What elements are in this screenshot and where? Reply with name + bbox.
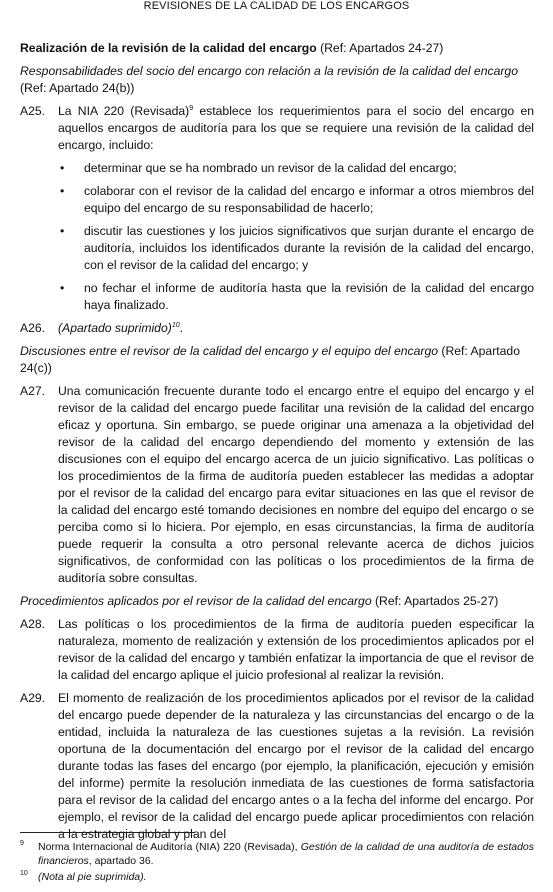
subheading-title: Procedimientos aplicados por el revisor de la calidad del encargo bbox=[20, 594, 372, 608]
period: . bbox=[179, 321, 183, 335]
subheading-ref: (Ref: Apartados 25-27) bbox=[375, 594, 499, 608]
running-header: REVISIONES DE LA CALIDAD DE LOS ENCARGOS bbox=[143, 0, 410, 12]
paragraph-a27 bbox=[20, 383, 534, 587]
footnote-text: Norma Internacional de Auditoría (NIA) 220 (Revisada), bbox=[38, 841, 301, 853]
main-content bbox=[20, 40, 534, 849]
paragraph-text bbox=[58, 103, 534, 154]
paragraph-text bbox=[58, 320, 534, 337]
paragraph-a26 bbox=[20, 320, 534, 337]
paragraph-number: A27. bbox=[20, 384, 46, 398]
footnote-number: 10 bbox=[20, 870, 28, 877]
bullet-icon: • bbox=[60, 184, 65, 198]
paragraph-number: A26. bbox=[20, 321, 46, 335]
footnote-10 bbox=[20, 870, 534, 884]
subheading-discussions bbox=[20, 343, 534, 377]
paragraph-number: A28. bbox=[20, 617, 46, 631]
subheading-title: Responsabilidades del socio del encargo con relación a la revisión de la calidad del encargo bbox=[20, 64, 518, 78]
list-item-text: colaborar con el revisor de la calidad del encargo e informar a otros miembros del equipo del encargo de su responsabilidad de hacerlo; bbox=[84, 184, 534, 215]
intro-text-cont: establece los requerimientos para el socio del encargo en aquellos encargos de auditoría para los que se requiere una revisión de la calidad del encargo, incluido: bbox=[58, 104, 534, 152]
list-item-text: determinar que se ha nombrado un revisor de la calidad del encargo; bbox=[84, 161, 457, 175]
section-title: Realización de la revisión de la calidad del encargo bbox=[20, 41, 317, 55]
intro-text: La NIA 220 (Revisada) bbox=[58, 104, 190, 118]
bullet-icon: • bbox=[60, 161, 65, 175]
section-heading bbox=[20, 40, 534, 57]
bullet-list bbox=[58, 160, 534, 314]
section-ref: (Ref: Apartados 24-27) bbox=[320, 41, 444, 55]
footnotes bbox=[20, 840, 534, 886]
paragraph-text: Las políticas o los procedimientos de la firma de auditoría pueden especificar la naturaleza, momento de realización y extensión de los procedimientos aplicados por el revisor de la calidad del encargo y también enfatizar la importancia de que el revisor de la calidad del encargo aplique el juicio profesional al realizar la revisión. bbox=[58, 617, 534, 682]
paragraph-a29 bbox=[20, 690, 534, 843]
paragraph-text: Una comunicación frecuente durante todo el encargo entre el equipo del encargo y el revisor de la calidad del encargo puede facilitar una revisión de la calidad del encargo eficaz y oportuna. Sin embargo, se puede originar una amenaza a la objetividad del revisor de la calidad del encargo dependiendo del momento y extensión de las discusiones con el equipo del encargo acerca de un juicio significativo. Las políticas o los procedimientos de la firma de auditoría pueden establecer las medidas a adoptar por el revisor de la calidad del encargo para evitar situaciones en las que el revisor de la calidad del encargo esté tomando decisiones en nombre del equipo del encargo o se perciba como si lo hiciera. Por ejemplo, en esas circunstancias, la firma de auditoría puede requerir la consulta a otro personal relevante acerca de dichos juicios significativos, de conformidad con las políticas o los procedimientos de la firma de auditoría sobre consultas. bbox=[58, 384, 534, 585]
paragraph-a28 bbox=[20, 616, 534, 684]
subheading-ref: (Ref: Apartado 24(c)) bbox=[20, 344, 520, 375]
list-item bbox=[58, 160, 534, 177]
footnote-text: (Nota al pie suprimida). bbox=[38, 871, 147, 883]
footnote-text-end: , apartado 36. bbox=[88, 855, 154, 867]
footnote-number: 9 bbox=[20, 840, 24, 847]
paragraph-text: El momento de realización de los procedimientos aplicados por el revisor de la calidad del encargo puede depender de la naturaleza y las circunstancias del encargo o de la entidad, incluida la naturaleza de las cuestiones sujetas a la revisión. La revisión oportuna de la documentación del encargo por el revisor de la calidad del encargo durante todas las fases del encargo (por ejemplo, la planificación, ejecución y emisión del informe) permite la resolución inmediata de las cuestiones de forma satisfactoria para el revisor de la calidad del encargo antes o a la fecha del informe del encargo. Por ejemplo, el revisor de la calidad del encargo puede aplicar procedimientos con relación a la estrategia global y plan del bbox=[58, 691, 534, 841]
subheading-ref: (Ref: Apartado 24(b)) bbox=[20, 81, 135, 95]
paragraph-a25 bbox=[20, 103, 534, 314]
list-item bbox=[58, 183, 534, 217]
paragraph-number: A25. bbox=[20, 104, 46, 118]
list-item bbox=[58, 280, 534, 314]
paragraph-number: A29. bbox=[20, 691, 46, 705]
list-item-text: discutir las cuestiones y los juicios significativos que surjan durante el encargo de auditoría, incluidos los identificados durante la revisión de la calidad del encargo, con el revisor de la calidad del encargo; y bbox=[84, 224, 534, 272]
footnote-ref[interactable]: 9 bbox=[189, 104, 194, 112]
footnote-title: Gestión de la calidad de una auditoría de estados financieros bbox=[38, 841, 535, 867]
footnote-divider bbox=[20, 832, 195, 833]
bullet-icon: • bbox=[60, 224, 65, 238]
footnote-ref[interactable]: 10 bbox=[171, 321, 180, 329]
subheading-procedures bbox=[20, 593, 534, 610]
subheading-title: Discusiones entre el revisor de la calidad del encargo y el equipo del encargo bbox=[20, 344, 439, 358]
subheading-responsibilities bbox=[20, 63, 534, 97]
bullet-icon: • bbox=[60, 281, 65, 295]
deleted-paragraph-note: (Apartado suprimido) bbox=[58, 321, 172, 335]
list-item bbox=[58, 223, 534, 274]
list-item-text: no fechar el informe de auditoría hasta que la revisión de la calidad del encargo haya finalizado. bbox=[84, 281, 534, 312]
footnote-9 bbox=[20, 840, 534, 868]
